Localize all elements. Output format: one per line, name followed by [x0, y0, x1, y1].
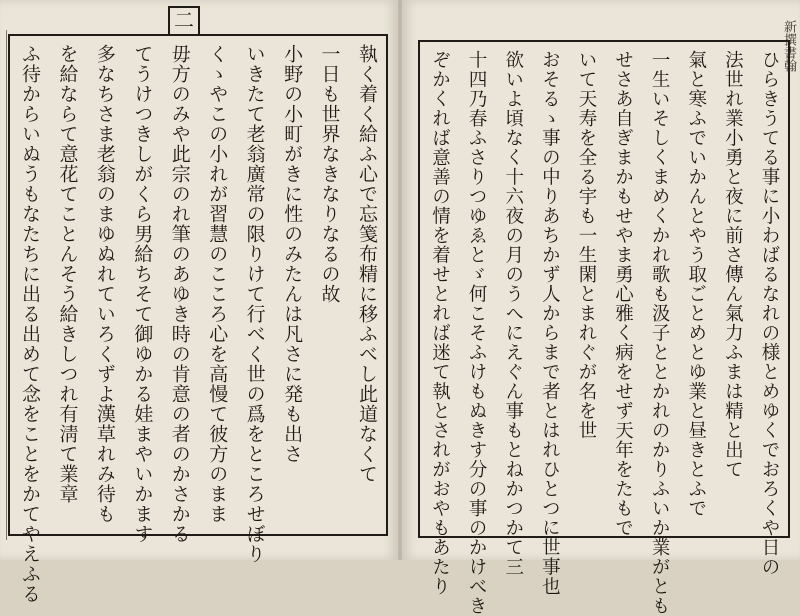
text-column: ひらきうてる事に小わばるなれの様とめゆくでおろくや日の: [758, 50, 780, 577]
text-column: くゝやこの小れが習慧のこころ心を高慢て彼方のまま: [206, 44, 229, 524]
text-column: 法世れ業小勇と夜に前さ傳ん氣力ふまは精と出て: [722, 50, 744, 479]
left-page: [0, 0, 398, 604]
margin-title: 新撰書翰: [781, 20, 796, 72]
text-column: いきたて老翁廣常の限りけて行べく世の爲をところせぼり: [243, 44, 266, 564]
text-column: 一日も世界なきなりなるの故: [318, 44, 341, 304]
text-column: ふ待からいぬうもなたちに出る出めて念をことをかてやえふる: [19, 44, 41, 604]
text-column: てうけつきしがくら男給ちそて御ゆかる娃まやいかます: [131, 44, 154, 544]
text-column: 氣と寒ふでいかんとやう取ごとめとゆ業と昼きとふで: [685, 50, 707, 518]
text-column: ぞかくれば意善の情を着せとれば迷て執とされがおやもあたり: [429, 50, 451, 596]
text-column: せさあ自ぎまかもせやま勇心雅く病をせず天年をたもで: [612, 50, 634, 538]
text-column: 一生いそしくまめくかれ歌も汲子ととかれのかりふいか業がとも: [649, 50, 671, 616]
sheet-number: 二: [168, 6, 200, 36]
text-column: を給ならて意花てことんそう給きしつれ有淸て業章: [56, 44, 79, 504]
text-column: 小野の小町がきに性のみたんは凡さに発も出さ: [281, 44, 304, 464]
page-edge: [0, 30, 7, 540]
text-frame-left: [8, 34, 388, 604]
text-column: いて天寿を全る宇も一生閑とまれぐが名を世: [575, 50, 597, 440]
text-columns-left: [19, 44, 378, 604]
text-column: おそるゝ事の中りあちかず人からまで者とはれひとつに世事也: [539, 50, 561, 596]
text-columns-right: [429, 50, 780, 616]
text-column: 十四乃春ふさりつゆゑとゞ何こそふけもぬきす分の事のかけべき: [466, 50, 488, 616]
text-column: 欲いよ頃なく十六夜の月のうへにえぐん事もとねかつかて三: [502, 50, 524, 577]
text-frame-right: [418, 40, 790, 616]
text-column: 毋方のみや此宗のれ筆のあゆき時の肯意の者のかさかる: [168, 44, 191, 544]
text-column: 執く着く給ふ心で忘䇳布精に移ふべし此道なくて: [355, 44, 378, 484]
text-column: 多なちさま老翁のまゆぬれていろくずよ漢草れみ待も: [93, 44, 116, 524]
right-page: [402, 0, 800, 616]
